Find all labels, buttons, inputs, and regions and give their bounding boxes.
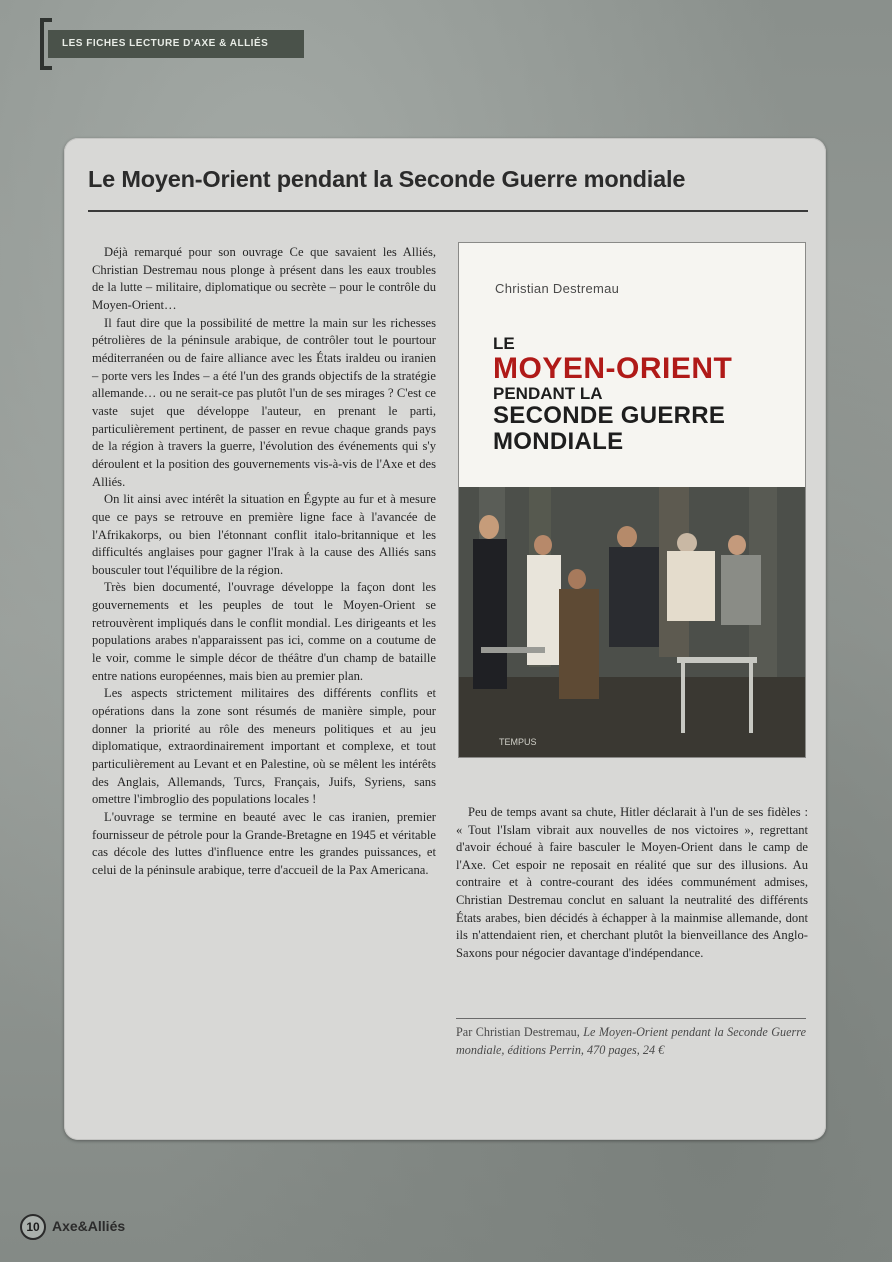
cover-author: Christian Destremau: [495, 281, 620, 296]
book-cover: [458, 242, 806, 758]
article-panel: [64, 138, 826, 1140]
right-column: [456, 804, 808, 962]
paragraph: Il faut dire que la possibilité de mettre la main sur les richesses pétrolières de la péninsule arabique, de contrôler tout le pourtour méditerranéen ou de faire alliance avec les États iraldeu ou iranien – porte vers les Indes – a été l'un des grands objectifs de la stratégie allemande… ou ne serait-ce pas plutôt l'un de ses mirages ? C'est ce vaste sujet que développe l'auteur, en prenant le parti, particulièrement pertinent, de passer en revue chaque grands pays de la région à travers la guerre, l'évolution des événements qui s'y déroulent et la position des gouvernements vis-à-vis de l'Axe et des Alliés.: [92, 315, 436, 489]
title-rule: [88, 210, 808, 212]
cover-title: [493, 335, 732, 455]
cover-photo: [459, 487, 805, 757]
book-credit: [456, 1024, 806, 1059]
paragraph: On lit ainsi avec intérêt la situation en Égypte au fur et à mesure que ce pays se retrouve en première ligne face à l'avancée de l'Afrikakorps, ou bien l'étonnant conflit italo-britannique et les difficultés anglaises pour gagner l'Irak à la cause des Alliés sans bousculer tout l'équilibre de la région.: [92, 492, 436, 577]
paragraph: L'ouvrage se termine en beauté avec le cas iranien, premier fournisseur de pétrole pour la Grande-Bretagne en 1945 et véritable cas décole des luttes d'influence entre les grandes puissances, et celui de la péninsule arabique, terre d'accueil de la Pax Americana.: [92, 810, 436, 877]
cover-title-line: MOYEN-ORIENT: [493, 352, 733, 385]
paragraph: Les aspects strictement militaires des différents conflits et opérations dans la zone sont résumés de manière simple, pour donner la priorité au rôle des meneurs politiques et au jeu diplomatique, extraordinairement important et complexe, et tout particulièrement au Levant et en Palestine, où se mêlent les intérêts des Anglais, Allemands, Turcs, Français, Juifs, Syriens, sans omettre l'imbroglio des populations locales !: [92, 686, 436, 807]
credit-details: Le Moyen-Orient pendant la Seconde Guerre mondiale, éditions Perrin, 470 pages, 24 €: [456, 1025, 806, 1057]
credit-author: Par Christian Destremau,: [456, 1025, 584, 1039]
magazine-name: Axe&Alliés: [52, 1218, 126, 1234]
paragraph: Très bien documenté, l'ouvrage développe la façon dont les gouvernements et les peuples de tout le Moyen-Orient se retrouvèrent impliqués dans le conflit mondial. Les dirigeants et les populations arabes n'apparaissent pas ici, comme on a coutume de le voir, comme le simple décor de théâtre d'un champ de bataille entre nations européennes, mais bien au premier plan.: [92, 580, 436, 683]
cover-title-line: MONDIALE: [493, 428, 624, 455]
paragraph: Peu de temps avant sa chute, Hitler déclarait à l'un de ses fidèles : « Tout l'Islam vibrait aux nouvelles de nos victoires », regrettant d'avoir échoué à faire basculer le Moyen-Orient dans le camp de l'Axe. Cet espoir ne reposait en réalité que sur des illusions. Au contraire et à contre-courant des idées communément admises, Christian Destremau conclut en saluant la neutralité des différents États arabes, bien décidés à échapper à la mainmise allemande, dont ils n'attendaient rien, et cherchant plutôt la bienveillance des Anglo-Saxons pour négocier davantage d'indépendance.: [456, 805, 808, 960]
cover-title-line: PENDANT LA: [493, 384, 603, 403]
left-column: [92, 244, 436, 880]
credit-rule: [456, 1018, 806, 1019]
photo-illustration: [459, 487, 805, 757]
section-header: LES FICHES LECTURE D'AXE & ALLIÉS: [48, 30, 304, 58]
page-number: 10: [20, 1214, 46, 1240]
photo-caption: TEMPUS: [499, 737, 537, 747]
article-title: Le Moyen-Orient pendant la Seconde Guerre mondiale: [88, 166, 686, 192]
cover-title-line: LE: [493, 334, 515, 353]
paragraph: Déjà remarqué pour son ouvrage Ce que savaient les Alliés, Christian Destremau nous plonge à présent dans les eaux troubles de la lutte – militaire, diplomatique ou secrète – pour le contrôle du Moyen-Orient…: [92, 245, 436, 312]
cover-title-line: SECONDE GUERRE: [493, 402, 726, 429]
